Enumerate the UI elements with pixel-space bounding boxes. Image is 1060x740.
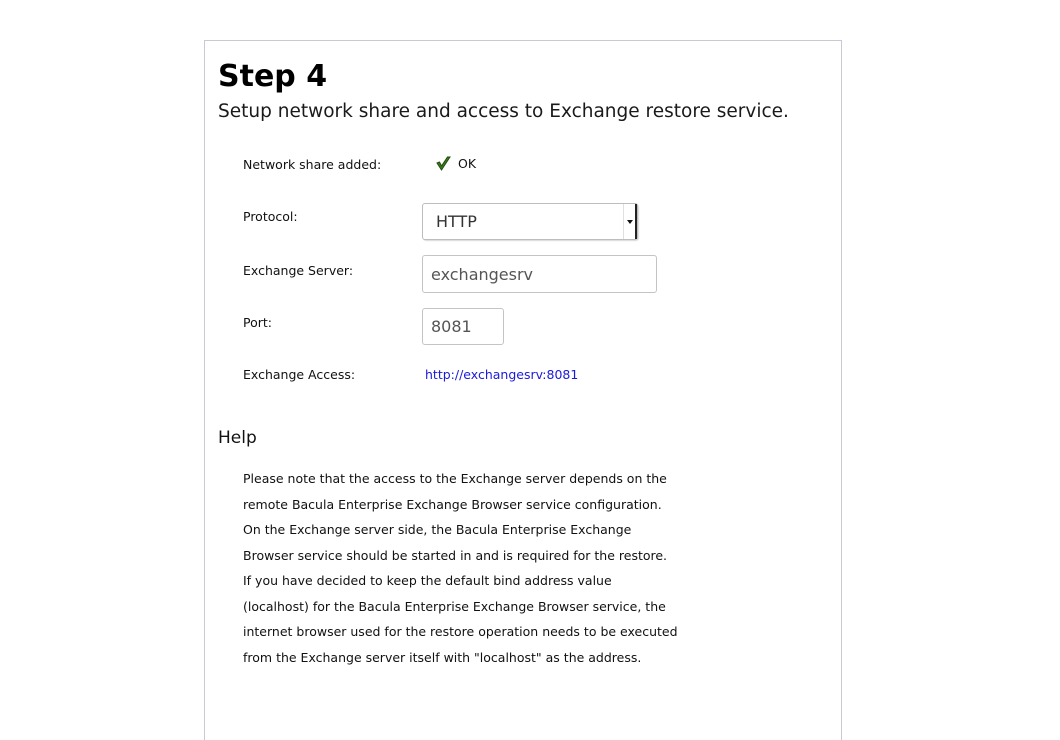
step-title: Step 4 [218, 59, 328, 94]
network-share-status [435, 155, 476, 172]
protocol-label: Protocol: [243, 209, 298, 224]
help-line: On the Exchange server side, the Bacula Enterprise Exchange [243, 522, 632, 537]
protocol-select[interactable] [422, 203, 638, 240]
exchange-server-label: Exchange Server: [243, 263, 354, 278]
help-line: from the Exchange server itself with "localhost" as the address. [243, 649, 642, 665]
step-subtitle: Setup network share and access to Exchange restore service. [218, 101, 789, 122]
protocol-select-value: HTTP [436, 212, 477, 231]
chevron-down-icon[interactable] [623, 204, 637, 239]
help-line: If you have decided to keep the default bind address value [243, 573, 612, 588]
help-title: Help [218, 428, 257, 448]
exchange-access-link[interactable]: http://exchangesrv:8081 [425, 367, 579, 382]
check-icon [435, 155, 452, 172]
network-share-label: Network share added: [243, 157, 382, 172]
exchange-access-label: Exchange Access: [243, 367, 356, 382]
help-line: Browser service should be started in and is required for the restore. [243, 547, 668, 563]
help-text [243, 466, 783, 670]
port-input[interactable] [422, 308, 504, 345]
wizard-panel [204, 40, 842, 740]
network-share-status-text: OK [458, 156, 477, 171]
help-line: (localhost) for the Bacula Enterprise Exchange Browser service, the [243, 598, 666, 614]
help-line: remote Bacula Enterprise Exchange Browser service configuration. [243, 496, 662, 512]
help-line: internet browser used for the restore operation needs to be executed [243, 624, 678, 639]
help-line: Please note that the access to the Exchange server depends on the [243, 471, 667, 486]
port-label: Port: [243, 315, 272, 330]
exchange-server-input[interactable] [422, 255, 657, 293]
